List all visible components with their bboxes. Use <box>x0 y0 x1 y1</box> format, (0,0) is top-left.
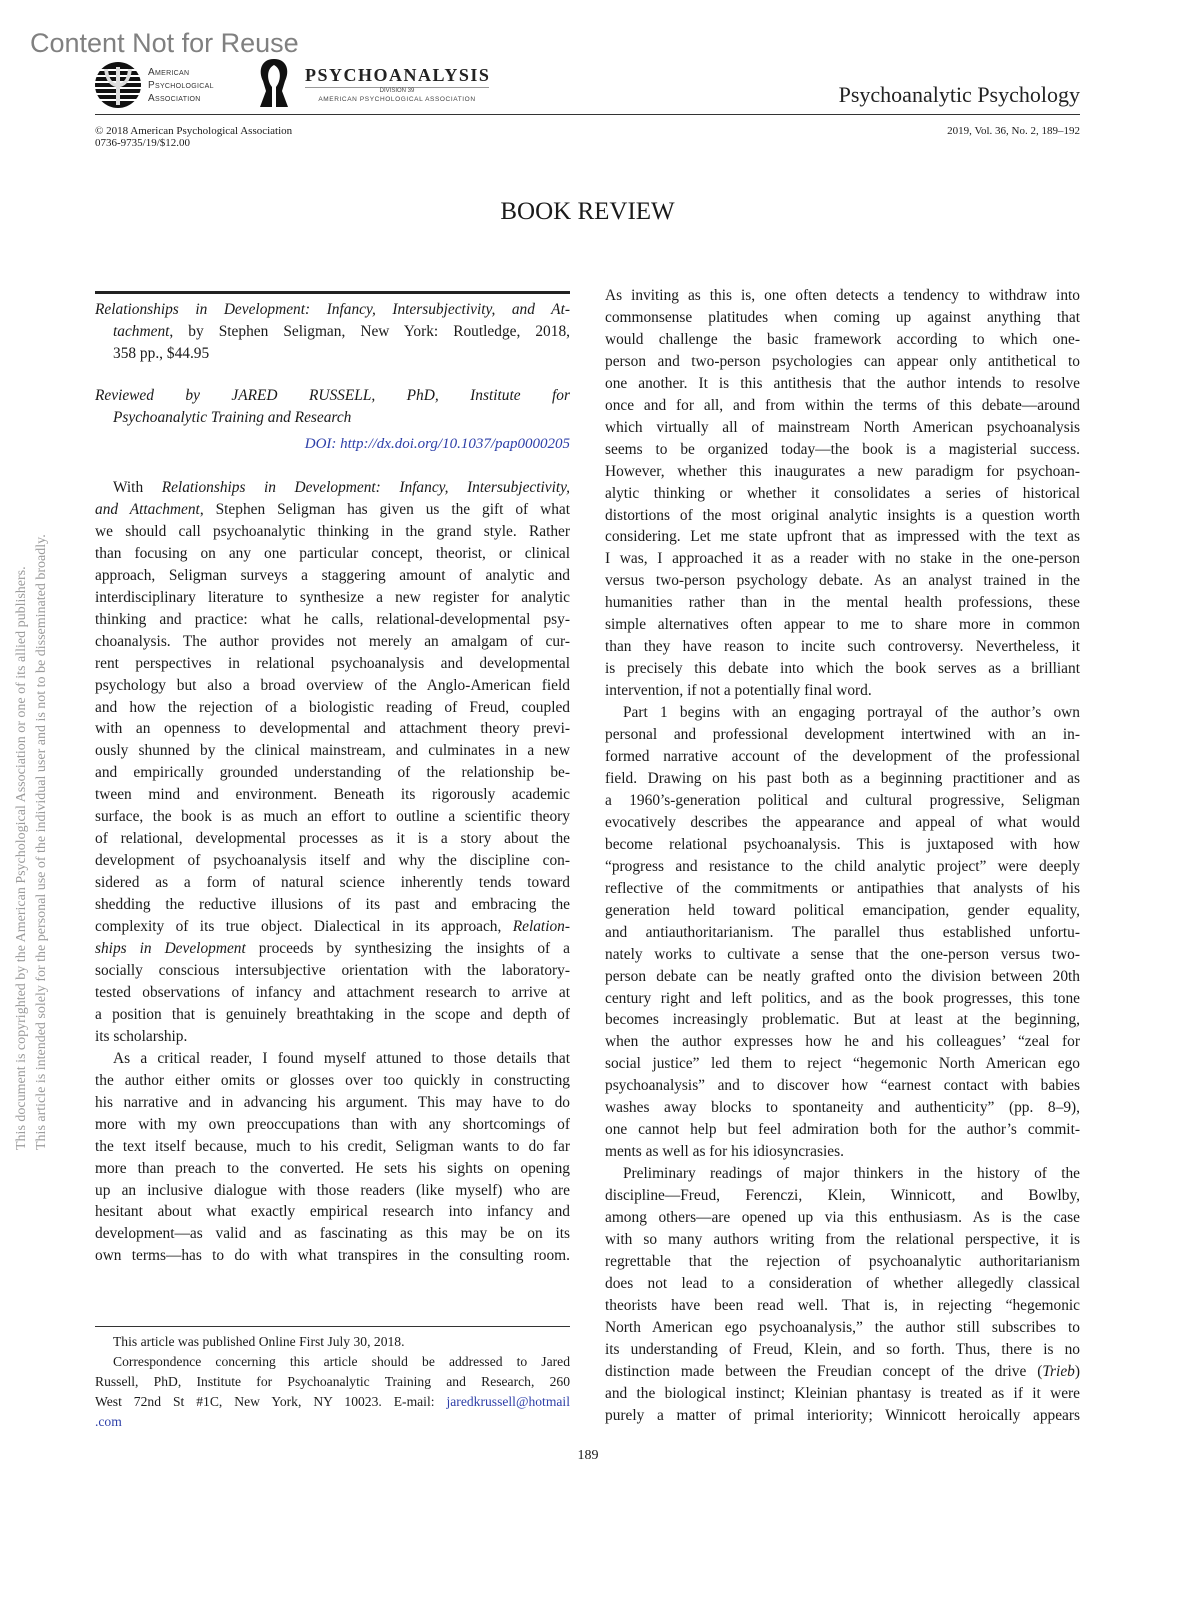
text-line <box>95 762 570 784</box>
text-line <box>95 543 570 565</box>
right-column <box>605 285 1080 1427</box>
text-run: and antiauthoritarianism. The parallel thus established unfortu- <box>605 923 1080 941</box>
text-line <box>95 1223 570 1245</box>
text-run: tween mind and environment. Beneath its rigorously academic <box>95 786 570 804</box>
text-run: distinction made between the Freudian concept of the drive ( <box>605 1362 1043 1380</box>
text-line <box>605 1361 1080 1383</box>
text-run: I was, I approached it as a reader with no stake in the one-person <box>605 550 1080 568</box>
text-line <box>605 1053 1080 1075</box>
italic-run: Relationships in Development: Infancy, Intersubjectivity, <box>161 479 570 496</box>
copyright: © 2018 American Psychological Association <box>95 125 293 137</box>
text-line <box>95 960 570 982</box>
apa-line: American <box>148 67 190 78</box>
text-line <box>605 1207 1080 1229</box>
text-line <box>605 878 1080 900</box>
text-line <box>605 658 1080 680</box>
text-run: than focusing on any one particular concept, theorist, or clinical <box>95 544 570 562</box>
text-line <box>605 592 1080 614</box>
text-run: washes away blocks to spontaneity and authenticity” (pp. 8–9), <box>605 1099 1080 1117</box>
text-run: considering. Let me state upfront that as impressed with the text as <box>605 528 1080 546</box>
text-run: becomes increasingly problematic. But at least at the beginning, <box>605 1011 1080 1029</box>
italic-run: Psychoanalytic Training and Research <box>113 408 352 426</box>
text-line <box>95 784 570 806</box>
text-run: Preliminary readings of major thinkers in the history of the <box>623 1165 1080 1183</box>
division-org: AMERICAN PSYCHOLOGICAL ASSOCIATION <box>318 96 476 103</box>
email-link[interactable]: jaredkrussell@hotmail <box>446 1394 570 1409</box>
correspondence-line: Russell, PhD, Institute for Psychoanalytic Training and Research, 260 <box>95 1374 570 1389</box>
text-line <box>95 1026 570 1048</box>
page-number: 189 <box>577 1448 599 1463</box>
text-run: and the biological instinct; Kleinian phantasy is treated as if it were <box>605 1384 1080 1402</box>
text-line <box>605 1163 1080 1185</box>
text-line <box>605 724 1080 746</box>
citation-rule <box>95 291 570 294</box>
text-line <box>95 653 570 675</box>
italic-run: ships in Development <box>95 940 246 958</box>
text-line <box>605 1097 1080 1119</box>
text-run: interdisciplinary literature to synthesize a new register for analytic <box>95 588 570 606</box>
text-line <box>605 944 1080 966</box>
text-run: purely a matter of primal interiority; Winnicott heroically appears <box>605 1406 1080 1424</box>
paragraph <box>95 477 570 1048</box>
text-line <box>605 922 1080 944</box>
text-run: formed narrative account of the development of the professional <box>605 748 1080 766</box>
footnote <box>95 1332 570 1432</box>
text-run: field. Drawing on his past both as a beginning practitioner and as <box>605 769 1080 787</box>
text-run: personal and professional development intertwined with an in- <box>605 726 1080 744</box>
text-line <box>95 1158 570 1180</box>
text-line <box>605 461 1080 483</box>
issn: 0736-9735/19/$12.00 <box>95 137 191 149</box>
text-line <box>95 675 570 697</box>
text-line <box>605 505 1080 527</box>
text-line <box>95 565 570 587</box>
text-line <box>95 1201 570 1223</box>
text-run: with an openness to developmental and attachment theory previ- <box>95 720 570 738</box>
paragraph <box>605 1163 1080 1426</box>
text-run: , Stephen Seligman has given us the gift of what <box>199 500 570 518</box>
text-run: However, whether this inaugurates a new paradigm for psychoan- <box>605 462 1080 480</box>
text-line <box>95 894 570 916</box>
published-note: This article was published Online First July 30, 2018. <box>113 1334 405 1349</box>
text-run: humanities rather than in the mental health professions, these <box>605 594 1080 612</box>
text-run: more with my own preoccupations than with any shortcomings of <box>95 1115 570 1133</box>
text-line <box>605 856 1080 878</box>
text-line <box>95 872 570 894</box>
text-run: 358 pp., $44.95 <box>113 344 210 362</box>
text-line <box>95 499 570 521</box>
header-divider <box>95 114 1080 115</box>
text-line <box>95 631 570 653</box>
text-line <box>95 1114 570 1136</box>
text-run: thinking and practice: what he calls, relational-developmental psy- <box>95 610 570 628</box>
text-line <box>605 1383 1080 1405</box>
text-line <box>605 1251 1080 1273</box>
text-run: versus two-person psychology debate. As an analyst trained in the <box>605 572 1080 590</box>
text-line <box>95 385 570 407</box>
text-line <box>605 702 1080 724</box>
text-run: alytic thinking or whether it consolidates a series of historical <box>605 484 1080 502</box>
text-line <box>605 988 1080 1010</box>
correspondence-line: Correspondence concerning this article should be addressed to Jared <box>113 1354 570 1369</box>
text-run: approach, Seligman surveys a staggering amount of analytic and <box>95 566 570 584</box>
text-run: sidered as a form of natural science inherently tends toward <box>95 874 570 892</box>
usage-side-notice: This article is intended solely for the personal use of the individual user and is not to be disseminated broadly. <box>34 534 49 1150</box>
text-line <box>605 395 1080 417</box>
text-line <box>95 407 570 429</box>
text-line <box>605 746 1080 768</box>
text-run: distortions of the most original analytic insights is a question worth <box>605 506 1080 524</box>
text-run: shedding the reductive illusions of its past and embracing the <box>95 896 570 914</box>
text-run: a 1960’s-generation political and cultural progressive, Seligman <box>605 791 1080 809</box>
text-line <box>95 806 570 828</box>
text-run: social justice” led them to reject “hegemonic North American ego <box>605 1055 1080 1073</box>
text-run: socially conscious intersubjective orientation with the laboratory- <box>95 961 570 979</box>
text-run: among others—are opened up via this enthusiasm. As is the case <box>605 1209 1080 1227</box>
text-run: rent perspectives in relational psychoanalysis and developmental <box>95 654 570 672</box>
text-run: his narrative and in advancing his argument. This may have to do <box>95 1093 570 1111</box>
text-run: intervention, if not a potentially final word. <box>605 682 872 700</box>
text-run: development—as valid and as fascinating as this may be on its <box>95 1225 570 1243</box>
text-run: surface, the book is as much an effort to outline a scientific theory <box>95 808 570 826</box>
text-run: Part 1 begins with an engaging portrayal of the author’s own <box>623 704 1080 722</box>
division-number: DIVISION 39 <box>305 87 489 94</box>
text-run: generation held toward political emancipation, gender equality, <box>605 901 1080 919</box>
text-line <box>95 718 570 740</box>
text-line <box>95 1180 570 1202</box>
text-run: its scholarship. <box>95 1027 188 1045</box>
text-run: psychoanalysis” and to discover how “earnest contact with babies <box>605 1077 1080 1095</box>
section-title: BOOK REVIEW <box>500 198 675 225</box>
text-line <box>605 834 1080 856</box>
text-line <box>95 1070 570 1092</box>
text-line <box>95 828 570 850</box>
text-line <box>605 1229 1080 1251</box>
copyright-block <box>95 125 292 149</box>
text-line <box>605 1295 1080 1317</box>
text-run: choanalysis. The author provides not merely an amalgam of cur- <box>95 632 570 650</box>
text-line <box>95 697 570 719</box>
text-run: its understanding of Freud, Klein, and so forth. Thus, there is no <box>605 1340 1080 1358</box>
text-run: As inviting as this is, one often detects a tendency to withdraw into <box>605 287 1080 304</box>
text-run: one cannot help but feel admiration both for the author’s commit- <box>605 1121 1080 1139</box>
text-line <box>605 1141 1080 1163</box>
text-line <box>605 439 1080 461</box>
text-run: a position that is genuinely breathtaking in the scope and depth of <box>95 1005 570 1023</box>
text-run: With <box>113 479 162 496</box>
text-line <box>95 740 570 762</box>
text-line <box>605 307 1080 329</box>
text-line <box>95 343 570 365</box>
text-line <box>605 483 1080 505</box>
apa-logo-text <box>148 66 214 105</box>
text-line <box>605 1273 1080 1295</box>
division-39-logo-icon <box>257 57 291 109</box>
text-run: theorists have been read well. That is, in rejecting “hegemonic <box>605 1296 1080 1314</box>
text-line <box>605 768 1080 790</box>
text-line <box>95 321 570 343</box>
text-run: discipline—Freud, Ferenczi, Klein, Winnicott, and Bowlby, <box>605 1187 1080 1205</box>
text-run: with so many authors writing from the relational perspective, it is <box>605 1230 1080 1248</box>
text-line <box>95 477 570 499</box>
text-line <box>605 614 1080 636</box>
text-line <box>95 1092 570 1114</box>
text-line <box>605 373 1080 395</box>
text-run: As a critical reader, I found myself attuned to those details that <box>113 1049 570 1067</box>
text-line <box>605 351 1080 373</box>
left-column <box>95 477 570 1267</box>
text-run: up an inclusive dialogue with those readers (like myself) who are <box>95 1181 570 1199</box>
text-line <box>95 1136 570 1158</box>
italic-run: Relation- <box>512 918 570 936</box>
text-line <box>605 900 1080 922</box>
text-run: of relational, developmental processes as it is a story about the <box>95 830 570 848</box>
text-run: than they have reason to incite such controversy. Nevertheless, it <box>605 638 1080 656</box>
paragraph <box>95 1048 570 1268</box>
text-run: and empirically grounded understanding of the relationship be- <box>95 764 570 782</box>
text-run: tested observations of infancy and attachment research to arrive at <box>95 983 570 1001</box>
text-line <box>95 1245 570 1267</box>
text-run: the author either omits or glosses over too quickly in constructing <box>95 1071 570 1089</box>
text-run: North American ego psychoanalysis,” the author still subscribes to <box>605 1318 1080 1336</box>
text-line <box>95 1048 570 1070</box>
doi-link[interactable]: DOI: http://dx.doi.org/10.1037/pap0000205 <box>304 436 570 452</box>
italic-run: Relationships in Development: Infancy, Intersubjectivity, and At- <box>95 301 570 318</box>
text-run: century right and left politics, and as the book progresses, this tone <box>605 989 1080 1007</box>
text-run: and how the rejection of a biologistic reading of Freud, coupled <box>95 698 570 716</box>
text-run: development of psychoanalysis itself and why the discipline con- <box>95 852 570 870</box>
text-line <box>95 982 570 1004</box>
text-run: one another. It is this antithesis that the author intends to resolve <box>605 374 1080 392</box>
text-run: seems to be organized today—the book is a magisterial success. <box>605 440 1080 458</box>
book-citation <box>95 299 570 365</box>
text-run: when the author expresses how he and his colleagues’ “zeal for <box>605 1033 1080 1051</box>
text-line <box>95 1004 570 1026</box>
text-run: hesitant about what exactly empirical research into infancy and <box>95 1203 570 1221</box>
italic-run: and Attachment <box>95 500 200 518</box>
text-run: does not lead to a consideration of whether allegedly classical <box>605 1274 1080 1292</box>
footnote-rule <box>95 1326 570 1327</box>
text-line <box>605 329 1080 351</box>
text-line <box>605 285 1080 307</box>
text-run: psychology but also a broad overview of the Anglo-American field <box>95 676 570 694</box>
text-line <box>605 1075 1080 1097</box>
text-run: ously shunned by the clinical mainstream, and culminates in a new <box>95 742 570 760</box>
reviewer-info <box>95 385 570 429</box>
text-run: commonsense platitudes when coming up against anything that <box>605 308 1080 326</box>
text-line <box>95 938 570 960</box>
text-line <box>95 587 570 609</box>
text-run: would challenge the basic framework according to which one- <box>605 330 1080 348</box>
text-run: regrettable that the rejection of psychoanalytic authoritarianism <box>605 1252 1080 1270</box>
email-link-end[interactable]: .com <box>95 1414 122 1429</box>
text-line <box>605 1405 1080 1427</box>
volume-info: 2019, Vol. 36, No. 2, 189–192 <box>947 125 1080 137</box>
correspondence-line <box>95 1412 570 1432</box>
text-line <box>605 1185 1080 1207</box>
text-run: nately works to cultivate a sense that the one-person versus two- <box>605 945 1080 963</box>
apa-line: Psychological <box>148 80 214 91</box>
journal-title: Psychoanalytic Psychology <box>838 82 1080 107</box>
text-run: complexity of its true object. Dialectical in its approach, <box>95 918 513 936</box>
text-line <box>605 1339 1080 1361</box>
italic-run: tachment <box>113 322 170 340</box>
text-run: ) <box>1074 1362 1080 1380</box>
text-run: own terms—has to do with what transpires in the consulting room. <box>95 1247 570 1265</box>
text-run: “progress and resistance to the child analytic project” were deeply <box>605 857 1080 875</box>
text-line <box>605 548 1080 570</box>
text-run: ments as well as for his idiosyncrasies. <box>605 1143 844 1161</box>
text-line <box>605 966 1080 988</box>
italic-run: Reviewed by JARED RUSSELL, PhD, Institute for <box>95 387 570 404</box>
text-run: the text itself because, much to his credit, Seligman wants to do far <box>95 1137 570 1155</box>
text-line <box>605 790 1080 812</box>
paragraph <box>605 285 1080 702</box>
copyright-side-notice: This document is copyrighted by the American Psychological Association or one of its allied publishers. <box>14 566 29 1150</box>
text-line <box>605 570 1080 592</box>
text-run: is precisely this debate into which the book serves as a brilliant <box>605 660 1080 678</box>
text-line <box>605 1119 1080 1141</box>
apa-line: Association <box>148 93 201 104</box>
text-run: person and two-person psychologies can appear only antithetical to <box>605 352 1080 370</box>
text-line <box>95 609 570 631</box>
text-line <box>605 1009 1080 1031</box>
text-line <box>95 299 570 321</box>
text-line <box>95 850 570 872</box>
text-line <box>605 417 1080 439</box>
text-run: we should call psychoanalytic thinking in the grand style. Rather <box>95 522 570 540</box>
text-line <box>605 1317 1080 1339</box>
text-run: reflective of the commitments or antipathies that analysts of his <box>605 879 1080 897</box>
text-run: more than preach to the converted. He sets his sights on opening <box>95 1159 570 1177</box>
text-line <box>605 1031 1080 1053</box>
correspondence-text: West 72nd St #1C, New York, NY 10023. E-mail: <box>95 1394 447 1409</box>
text-run: once and for all, and from within the terms of this debate—around <box>605 396 1080 414</box>
apa-logo-icon <box>94 61 142 109</box>
paragraph <box>605 702 1080 1163</box>
text-line <box>605 680 1080 702</box>
text-run: proceeds by synthesizing the insights of a <box>245 940 570 958</box>
text-line <box>95 521 570 543</box>
text-line <box>95 916 570 938</box>
text-run: evocatively describes the appearance and appeal of what would <box>605 813 1080 831</box>
text-run: simple alternatives often appear to me to share more in common <box>605 616 1080 634</box>
division-title: PSYCHOANALYSIS <box>305 65 491 85</box>
text-line <box>605 526 1080 548</box>
reuse-watermark: Content Not for Reuse <box>30 28 299 58</box>
text-run: , by Stephen Seligman, New York: Routledge, 2018, <box>169 322 570 340</box>
correspondence-line <box>95 1392 570 1412</box>
text-line <box>605 812 1080 834</box>
text-run: become relational psychoanalysis. This is juxtaposed with how <box>605 835 1080 853</box>
text-run: which virtually all of mainstream North American psychoanalysis <box>605 418 1080 436</box>
italic-run: Trieb <box>1042 1362 1075 1380</box>
text-line <box>605 636 1080 658</box>
text-run: person debate can be neatly grafted onto the division between 20th <box>605 967 1080 985</box>
